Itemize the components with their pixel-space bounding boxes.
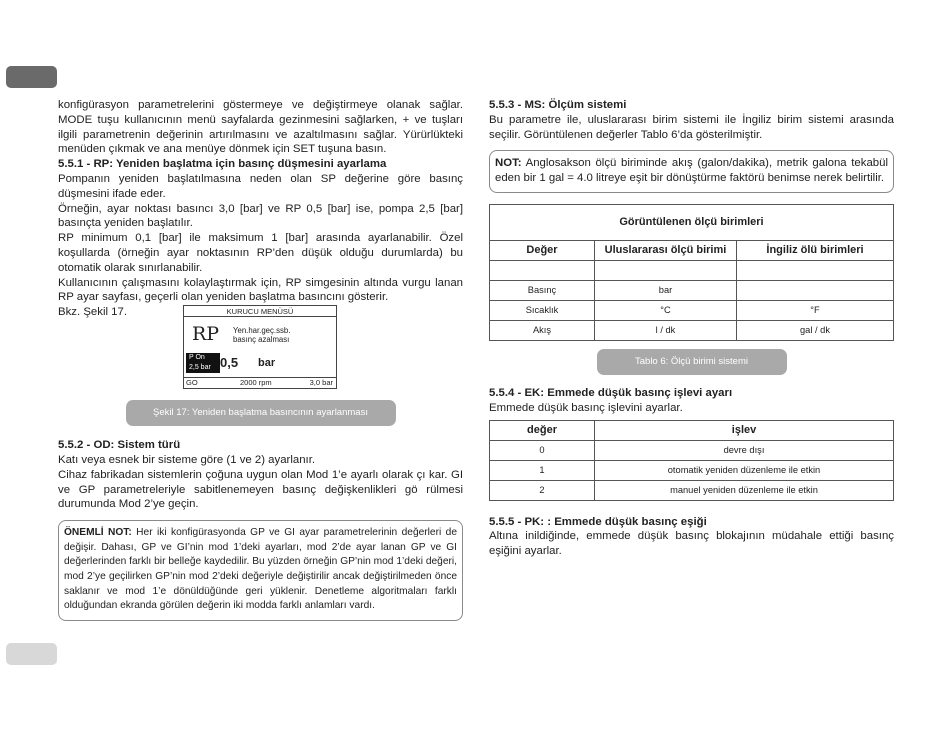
screen-header: KURUCU MENÜSÜ bbox=[184, 306, 336, 317]
note-box bbox=[489, 150, 894, 193]
units-header-international: Uluslararası ölçü birimi bbox=[595, 240, 737, 260]
left-column bbox=[58, 98, 463, 621]
section-5-5-3-heading: 5.5.3 - MS: Ölçüm sistemi bbox=[489, 99, 627, 111]
table-6-caption: Tablo 6: Ölçü birimi sistemi bbox=[597, 349, 787, 375]
units-cell: bar bbox=[595, 280, 737, 300]
units-cell: l / dk bbox=[595, 320, 737, 340]
section-5-5-5-heading: 5.5.5 - PK: : Emmede düşük basınç eşiği bbox=[489, 515, 707, 528]
units-cell: Basınç bbox=[490, 280, 595, 300]
section-5-5-5-text: Altına inildiğinde, emmede düşük basınç blokajının müdahale ettiği basınç eşiğini ayarlar. bbox=[489, 530, 894, 558]
screen-unit: bar bbox=[258, 357, 276, 370]
note-text: Anglosakson ölçü biriminde akış (galon/dakika), metrik galona tekabül eden bir 1 gal = 4.0 litreye eşit bir dönüştürme faktörü benimse nerek belirtilir. bbox=[495, 157, 888, 185]
right-column bbox=[489, 98, 894, 559]
table-row bbox=[490, 280, 894, 300]
table-row bbox=[490, 480, 894, 500]
units-cell bbox=[737, 260, 894, 280]
section-5-5-1-text-3: RP minimum 0,1 [bar] ile maksimum 1 [bar] arasında ayarlanabilir. Özel koşullarda (örneğin ayar noktasının RP’den düşük olduğu durumlarda) bu otomatik olarak sınırlanabilir. bbox=[58, 232, 463, 274]
page-tab-bottom bbox=[6, 643, 57, 665]
table-row bbox=[490, 300, 894, 320]
ek-cell: manuel yeniden düzenleme ile etkin bbox=[595, 480, 894, 500]
screen-footer bbox=[184, 377, 336, 388]
ek-cell: 2 bbox=[490, 480, 595, 500]
section-5-5-1-text-2: Örneğin, ayar noktası basıncı 3,0 [bar] ve RP 0,5 [bar] ise, pompa 2,5 [bar] basınçta yeniden başlatılır. bbox=[58, 202, 463, 230]
units-cell: °C bbox=[595, 300, 737, 320]
table-row bbox=[490, 260, 894, 280]
units-header-value: Değer bbox=[490, 240, 595, 260]
intro-paragraph: konfigürasyon parametrelerini göstermeye ve değiştirmeye olanak sağlar. MODE tuşu kullanıcının menü sayfalarda gezinmesini sağlarken, + ve tuşları ilgili parametrenin değerinin artırılmasını ve azaltılmasını sağlar. Yürürlükteki menüden çıkmak ve ana menüye dönmek için SET tuşuna basın. bbox=[58, 99, 463, 156]
section-5-5-1-text-4: Kullanıcının çalışmasını kolaylaştırmak için, RP simgesinin altında vurgu lanan RP ayar sayfası, geçerli olan yeniden başlatma basıncını gösterir. bbox=[58, 276, 463, 304]
screen-highlight-line-2: 2,5 bar bbox=[189, 364, 211, 372]
table-row bbox=[490, 460, 894, 480]
page-tab-top bbox=[6, 66, 57, 88]
section-5-5-2-text-1: Katı veya esnek bir sisteme göre (1 ve 2) ayarlanır. bbox=[58, 453, 316, 466]
section-5-5-4-heading: 5.5.4 - EK: Emmede düşük basınç işlevi ayarı bbox=[489, 386, 733, 399]
screen-highlight-line-1: P On bbox=[189, 354, 205, 362]
figure-17 bbox=[58, 305, 463, 389]
ek-cell: 0 bbox=[490, 440, 595, 460]
units-table bbox=[489, 204, 894, 341]
units-cell bbox=[490, 260, 595, 280]
ek-header-value: değer bbox=[490, 420, 595, 440]
screen-value: 0,5 bbox=[220, 355, 239, 371]
units-cell bbox=[737, 280, 894, 300]
section-5-5-2-text-2: Cihaz fabrikadan sistemlerin çoğuna uygun olan Mod 1’e ayarlı olarak çı kar. GI ve GP parametreleriyle sabitlenemeyen basınç değişkenlikleri gö rülmesi durumunda Mod 2’ye geçin. bbox=[58, 468, 463, 511]
section-5-5-1-text-1: Pompanın yeniden başlatılmasına neden olan SP değerine göre basınç düşmesini ifade eder. bbox=[58, 172, 463, 200]
important-note-label: ÖNEMLİ NOT: bbox=[64, 527, 132, 539]
ek-cell: devre dışı bbox=[595, 440, 894, 460]
figure-17-caption: Şekil 17: Yeniden başlatma basıncının ayarlanması bbox=[126, 400, 396, 426]
units-cell: Akış bbox=[490, 320, 595, 340]
section-5-5-2-heading: 5.5.2 - OD: Sistem türü bbox=[58, 439, 181, 452]
screen-description-line-1: Yen.har.geç.ssb. bbox=[233, 326, 291, 336]
screen-footer-left: GO bbox=[186, 378, 198, 388]
important-note-text: Her iki konfigürasyonda GP ve GI ayar parametrelerinin değerleri de değişir. Dahası, GP ve GI’nin mod 1’deki ayarları, mod 2’de ayar lanan GP ve GI değerlerinden farklı bir belleğe kaydedilir. Bu yüzden örneğin GP’nin mod 1’deki değeri, mod 2’ye geçilirken GP’nin mod 2’deki değeriyle değiştirilir ancak değiştirilmeden önce saklanır ve mod 1’e dönüldüğünde geri yüklenir. Denetleme algoritmaları farklı olduğundan ekranda görülen değerin iki modda farklı anlamları vardı. bbox=[64, 527, 457, 612]
section-5-5-4-text: Emmede düşük basınç işlevini ayarlar. bbox=[489, 401, 683, 414]
important-note-box bbox=[58, 520, 463, 621]
lcd-screen bbox=[183, 305, 337, 389]
units-cell bbox=[595, 260, 737, 280]
ek-cell: 1 bbox=[490, 460, 595, 480]
ek-cell: otomatik yeniden düzenleme ile etkin bbox=[595, 460, 894, 480]
figure-reference: Bkz. Şekil 17. bbox=[58, 306, 128, 319]
units-cell: °F bbox=[737, 300, 894, 320]
units-table-title: Görüntülenen ölçü birimleri bbox=[490, 204, 894, 240]
screen-highlight-box bbox=[186, 353, 220, 373]
section-5-5-3-text: Bu parametre ile, uluslararası birim sistemi ile İngiliz birim sistemi arasında seçilir. Görüntülenen değerler Tablo 6’da gösterilmiştir. bbox=[489, 113, 894, 141]
ek-table bbox=[489, 420, 894, 501]
screen-param-name: RP bbox=[192, 323, 220, 346]
table-row bbox=[490, 320, 894, 340]
table-row bbox=[490, 440, 894, 460]
units-header-imperial: İngiliz ölü birimleri bbox=[737, 240, 894, 260]
ek-header-function: işlev bbox=[595, 420, 894, 440]
screen-footer-mid: 2000 rpm bbox=[240, 378, 272, 388]
screen-footer-right: 3,0 bar bbox=[309, 378, 333, 388]
section-5-5-1-heading: 5.5.1 - RP: Yeniden başlatma için basınç düşmesini ayarlama bbox=[58, 158, 387, 171]
units-cell: Sıcaklık bbox=[490, 300, 595, 320]
units-cell: gal / dk bbox=[737, 320, 894, 340]
note-label: NOT: bbox=[495, 157, 522, 170]
screen-description-line-2: basınç azalması bbox=[233, 335, 290, 345]
